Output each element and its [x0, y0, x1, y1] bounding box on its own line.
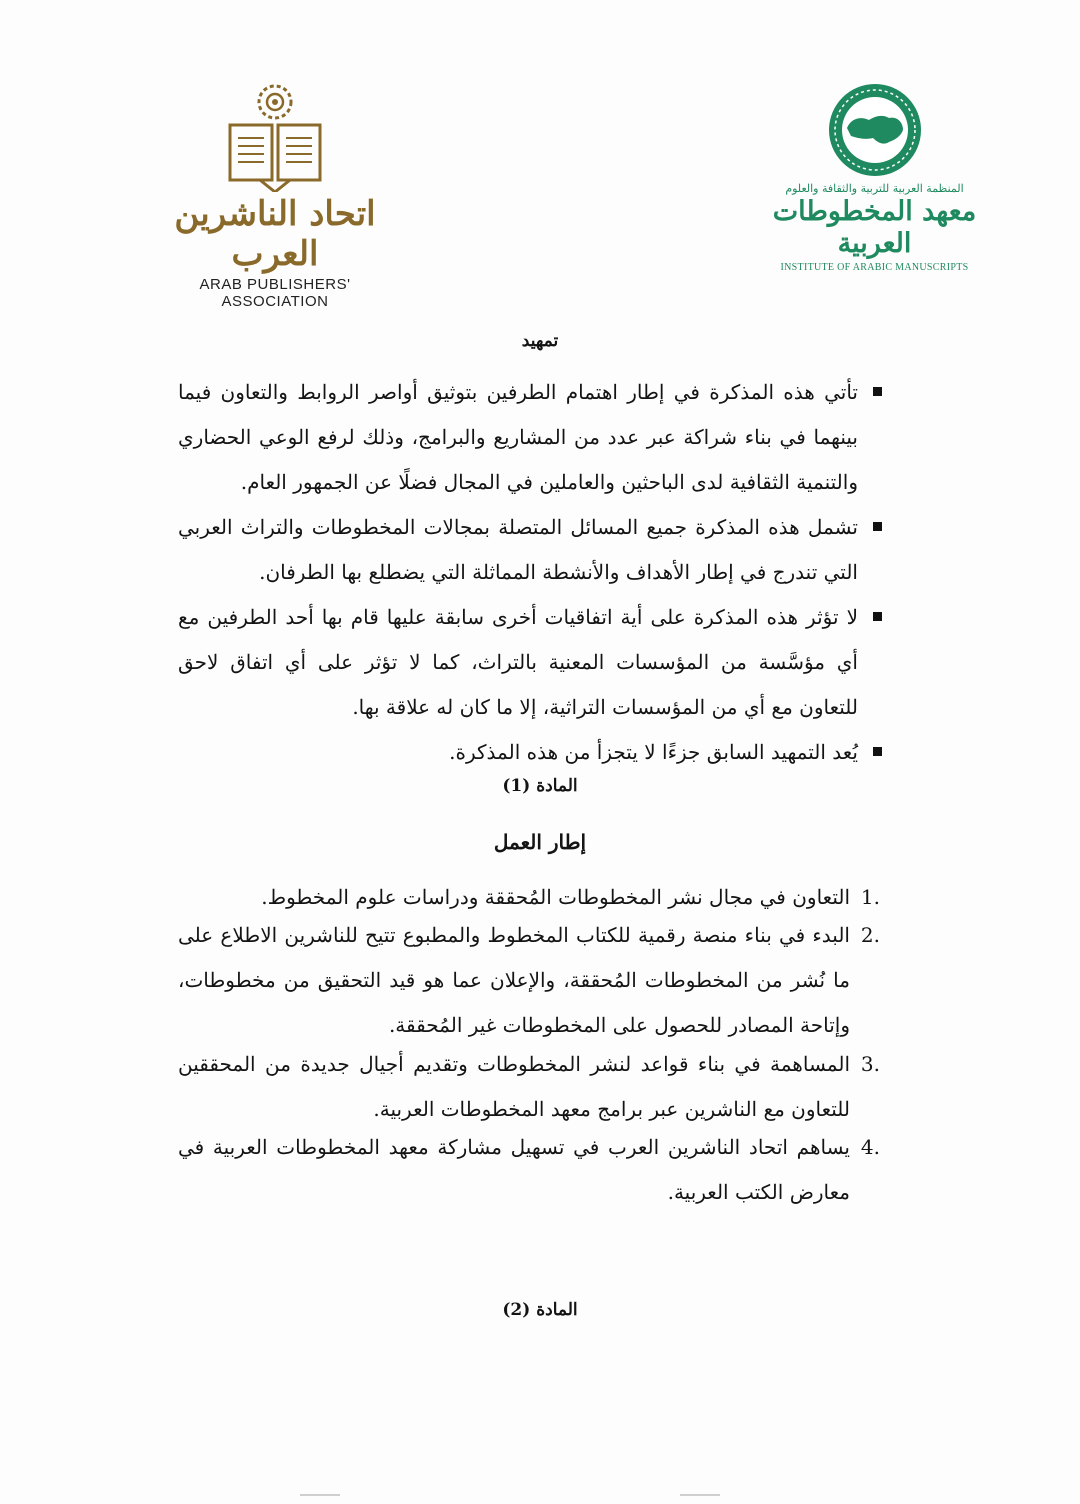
article-1-items [178, 875, 880, 1215]
item-number: 4. [860, 1135, 880, 1159]
bullet-square-icon [873, 387, 882, 396]
preamble-title: تمهيد [521, 331, 559, 351]
arab-publishers-arabic-name: اتحاد الناشرين العرب [174, 194, 376, 274]
bullet-square-icon [873, 747, 882, 756]
bullet-item [178, 730, 858, 775]
bullet-item [178, 505, 858, 595]
item-text: التعاون في مجال نشر المخطوطات المُحققة ودراسات علوم المخطوط. [261, 885, 850, 909]
numbered-item [178, 913, 880, 1042]
open-book-wreath-icon [220, 80, 330, 192]
bullet-item [178, 370, 858, 505]
preamble-bullets [178, 370, 858, 775]
article-1-label: المادة (1) [502, 776, 578, 796]
arab-world-map-emblem-icon [817, 80, 933, 180]
item-number: 2. [860, 923, 880, 947]
bullet-text: تشمل هذه المذكرة جميع المسائل المتصلة بمجالات المخطوطات والتراث العربي التي تندرج في إطار الأهداف والأنشطة المماثلة التي يضطلع بها الطرفان. [178, 515, 858, 584]
arab-publishers-english-name: ARAB PUBLISHERS' ASSOCIATION [199, 276, 351, 310]
numbered-item [178, 1042, 880, 1125]
item-text: المساهمة في بناء قواعد لنشر المخطوطات وتقديم أجيال جديدة من المحققين للتعاون مع الناشرين عبر برامج معهد المخطوطات العربية. [178, 1052, 850, 1121]
institute-arabic-manuscripts-logo [772, 80, 977, 275]
arab-publishers-logo [160, 80, 390, 310]
item-number: 1. [860, 885, 880, 909]
article-2-label: المادة (2) [502, 1300, 578, 1320]
item-text: يساهم اتحاد الناشرين العرب في تسهيل مشاركة معهد المخطوطات العربية في معارض الكتب العربية. [178, 1135, 851, 1204]
item-text: البدء في بناء منصة رقمية للكتاب المخطوط والمطبوع تتيح للناشرين الاطلاع على ما نُشر من المخطوطات المُحققة، والإعلان عما هو قيد التحقيق من مخطوطات، وإتاحة المصادر للحصول على المخطوطات غير المُحققة. [178, 923, 850, 1037]
numbered-item [178, 875, 880, 913]
bullet-text: لا تؤثر هذه المذكرة على أية اتفاقيات أخرى سابقة عليها قام بها أحد الطرفين مع أي مؤسَّسة من المؤسسات المعنية بالتراث، كما لا تؤثر على أي اتفاق لاحق للتعاون مع أي من المؤسسات التراثية، إلا ما كان له علاقة بها. [178, 605, 858, 719]
page-bottom-marks [300, 1494, 720, 1496]
bullet-square-icon [873, 612, 882, 621]
item-number: 3. [860, 1052, 880, 1076]
institute-parent-org: المنظمة العربية للتربية والثقافة والعلوم [785, 182, 964, 195]
bullet-square-icon [873, 522, 882, 531]
bullet-text: يُعد التمهيد السابق جزءًا لا يتجزأ من هذه المذكرة. [449, 740, 858, 764]
numbered-item [178, 1125, 880, 1215]
institute-arabic-name: معهد المخطوطات العربية [772, 196, 977, 259]
bullet-text: تأتي هذه المذكرة في إطار اهتمام الطرفين بتوثيق أواصر الروابط والتعاون فيما بينهما في بناء شراكة عبر عدد من المشاريع والبرامج، وذلك لرفع الوعي الحضاري والتنمية الثقافية لدى الباحثين والعاملين في المجال فضلًا عن الجمهور العام. [178, 380, 858, 494]
institute-english-name: INSTITUTE OF ARABIC MANUSCRIPTS [780, 262, 969, 273]
bullet-item [178, 595, 858, 730]
article-1-title: إطار العمل [493, 830, 587, 854]
